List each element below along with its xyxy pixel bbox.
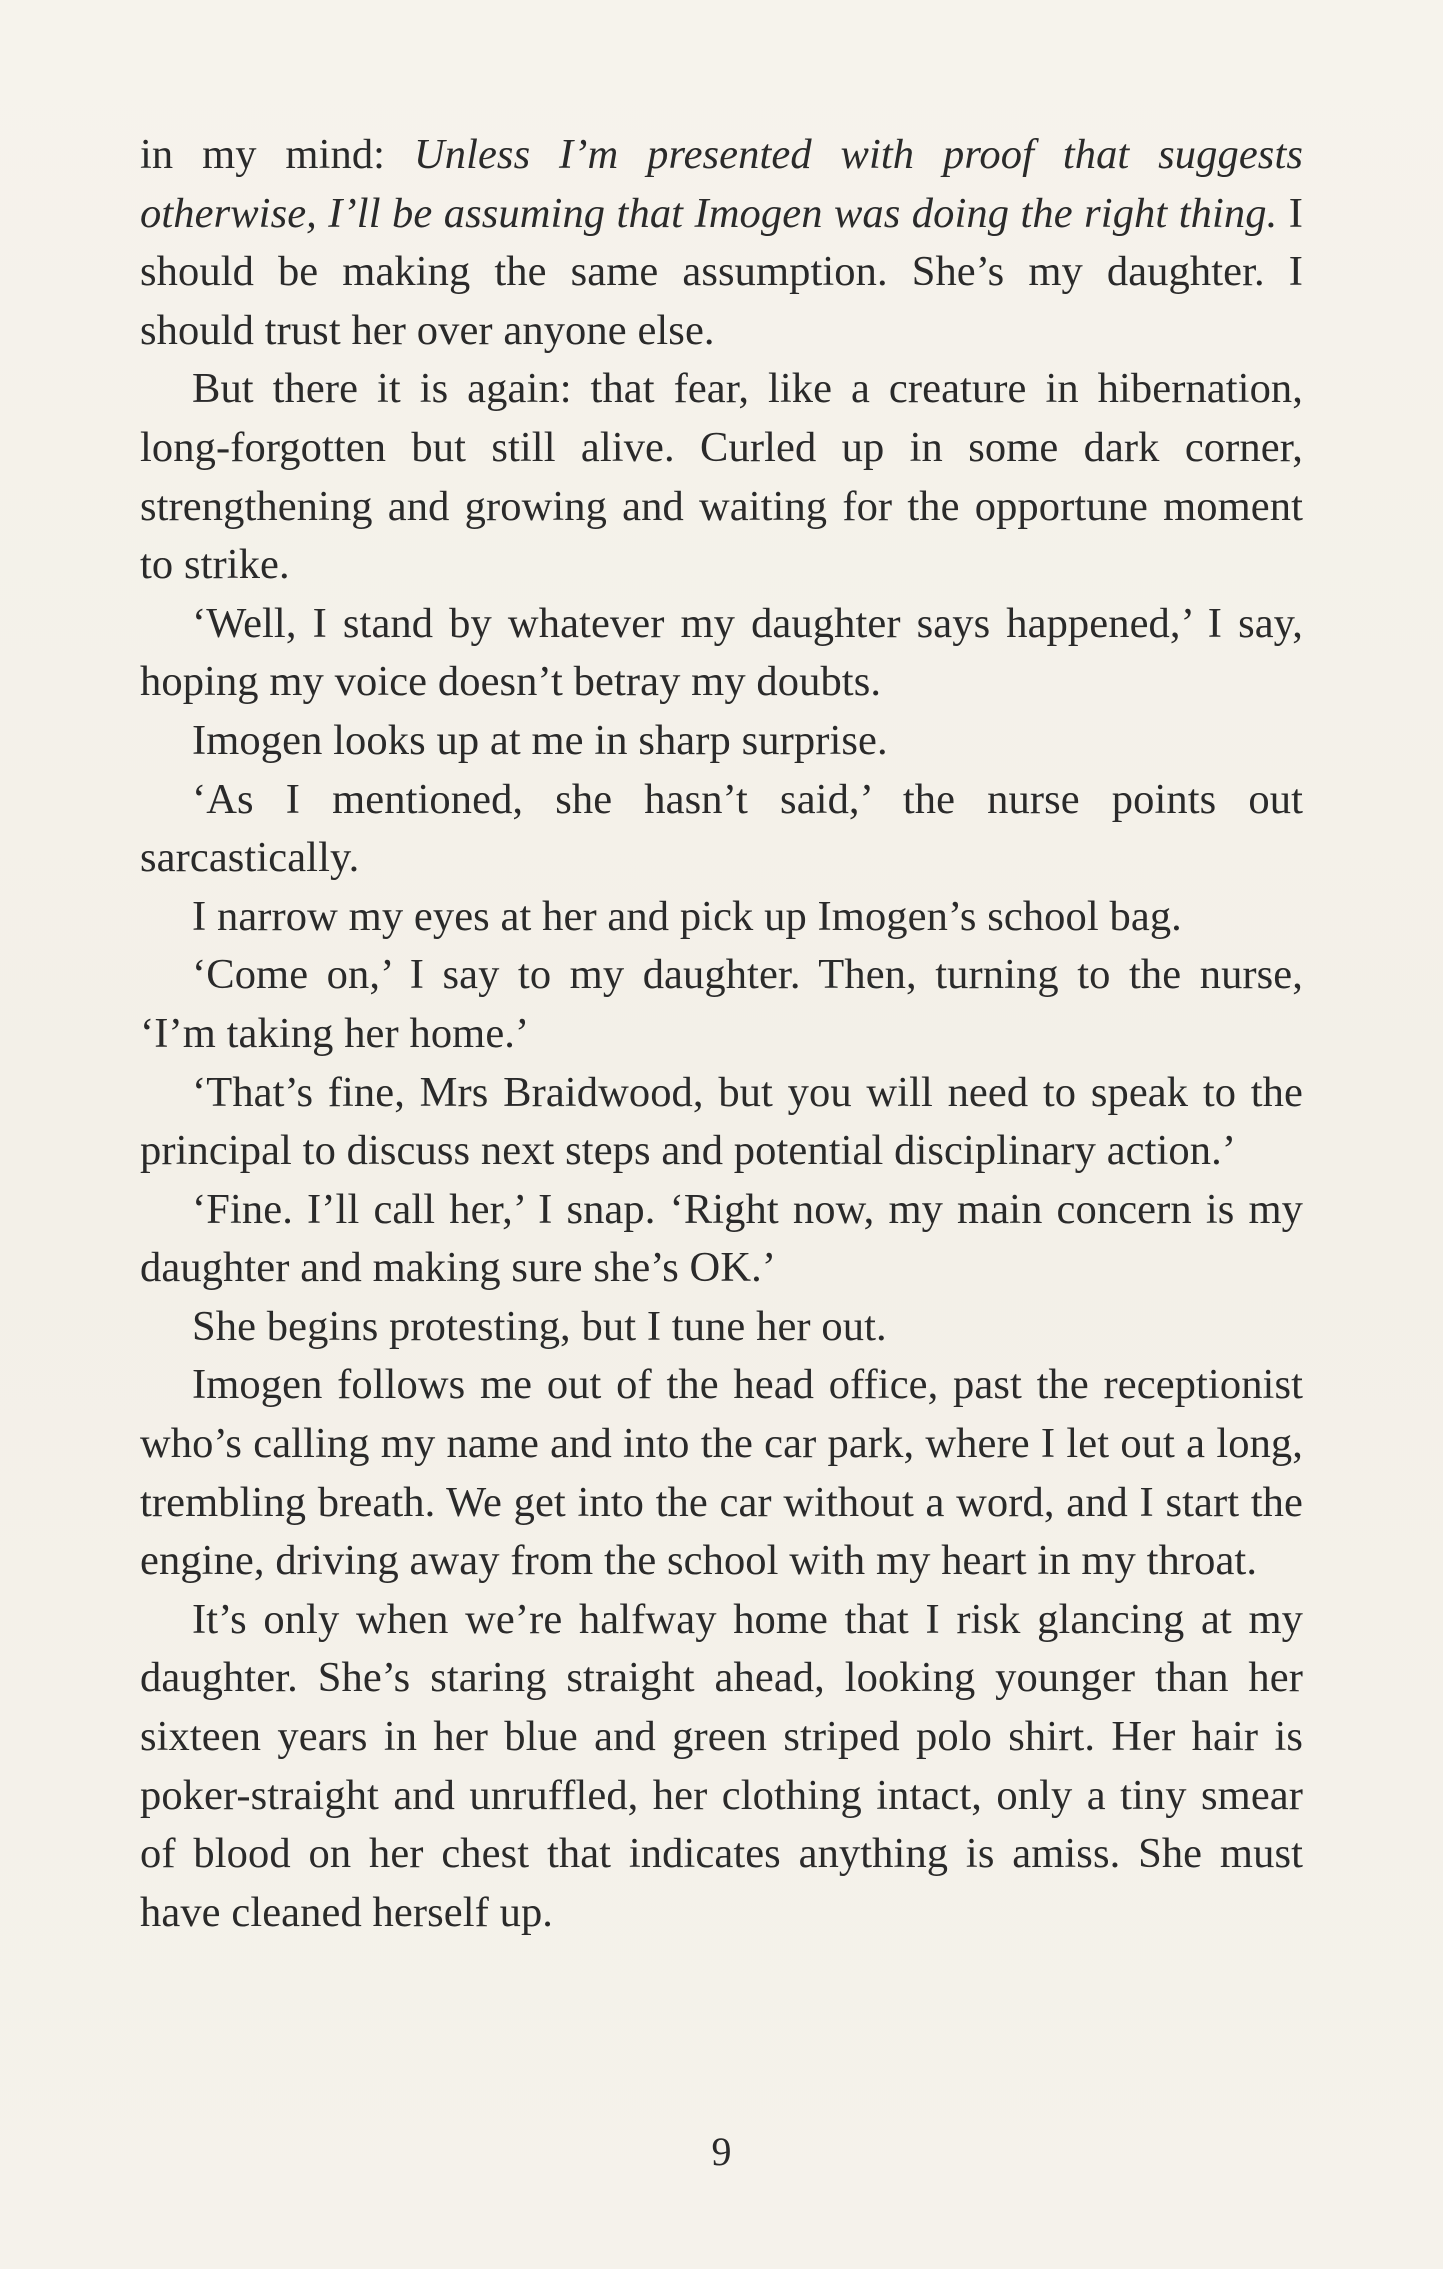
paragraph [140, 712, 1303, 771]
paragraph [140, 888, 1303, 947]
text-run: ‘Come on,’ I say to my daughter. Then, turning to the nurse, ‘I’m taking her home.’ [140, 951, 1303, 1057]
body-text [140, 126, 1303, 1942]
text-run: ‘That’s fine, Mrs Braidwood, but you will need to speak to the principal to discuss next steps and potential disciplinary action.’ [140, 1068, 1303, 1175]
text-run: ‘Well, I stand by whatever my daughter says happened,’ I say, hoping my voice doesn’t betray my doubts. [140, 599, 1303, 706]
paragraph [140, 360, 1303, 594]
paragraph [140, 771, 1303, 888]
paragraph [140, 1298, 1303, 1357]
italic-text: Unless I’m presented with proof that suggests otherwise, I’ll be assuming that Imogen was doing the right thing. [140, 131, 1303, 237]
text-run: Imogen follows me out of the head office, past the receptionist who’s calling my name and into the car park, where I let out a long, trembling breath. We get into the car without a word, and I start the engine, driving away from the school with my heart in my throat. [140, 1361, 1303, 1585]
text-run: ‘Fine. I’ll call her,’ I snap. ‘Right now, my main concern is my daughter and making sure she’s OK.’ [140, 1185, 1303, 1292]
text-run: She begins protesting, but I tune her out. [192, 1302, 887, 1350]
paragraph [140, 946, 1303, 1063]
paragraph [140, 1591, 1303, 1943]
paragraph [140, 126, 1303, 360]
text-run: It’s only when we’re halfway home that I risk glancing at my daughter. She’s staring straight ahead, looking younger than her sixteen years in her blue and green striped polo shirt. Her hair is poker-straight and unruffled, her clothing intact, only a tiny smear of blood on her chest that indicates anything is amiss. She must have cleaned herself up. [140, 1595, 1303, 1936]
text-run: Imogen looks up at me in sharp surprise. [192, 716, 888, 764]
paragraph [140, 1356, 1303, 1590]
text-run: I should be making the same assumption. She’s my daughter. I should trust her over anyone else. [140, 189, 1303, 354]
paragraph [140, 1181, 1303, 1298]
text-run: in my mind: [140, 131, 414, 178]
text-run: ‘As I mentioned, she hasn’t said,’ the nurse points out sarcastically. [140, 775, 1303, 882]
page-number: 9 [711, 2129, 732, 2174]
text-run: But there it is again: that fear, like a creature in hibernation, long-forgotten but still alive. Curled up in some dark corner, strengthening and growing and waiting for the opportune moment to strike. [140, 365, 1303, 589]
paragraph [140, 595, 1303, 712]
paragraph [140, 1064, 1303, 1181]
text-run: I narrow my eyes at her and pick up Imogen’s school bag. [192, 892, 1182, 940]
